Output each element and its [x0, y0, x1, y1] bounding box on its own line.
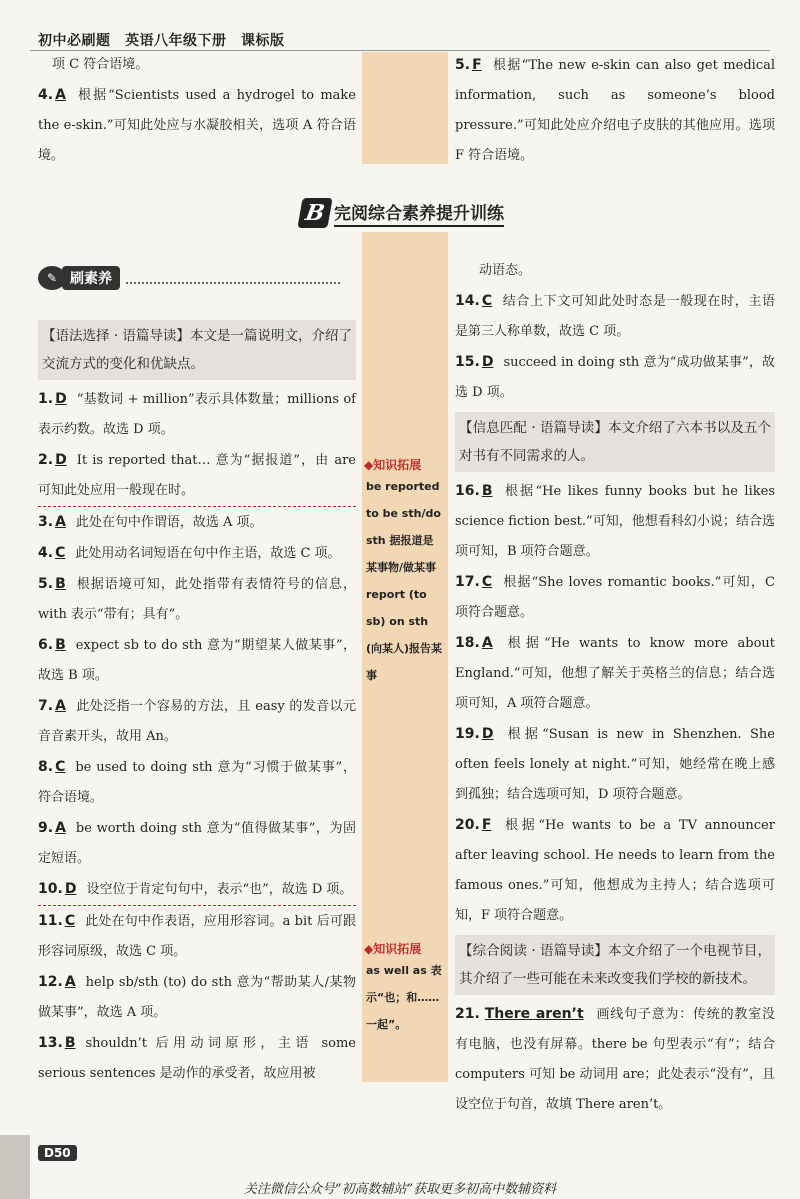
list-item: 5. F 根据“The new e-skin can also get medical information, such as someone’s blood pressure.”可知此处应介绍电子皮肤的其他应用。选项 F 符合语境。 — [455, 57, 775, 163]
list-item: 10. D 设空位于肯定句句中，表示“也”，故选 D 项。 — [38, 874, 356, 906]
answer: D — [481, 726, 494, 742]
list-item: 18. A 根据“He wants to know more about England.”可知，他想了解关于英格兰的信息；结合选项可知，A 项符合题意。 — [455, 635, 775, 711]
answer: C — [64, 913, 76, 929]
note-1 — [362, 454, 448, 689]
answer: D — [481, 354, 494, 370]
list-item: 项 C 符合语境。 — [52, 57, 149, 72]
list-item: 12. A help sb/sth (to) do sth 意为“帮助某人/某物做某事”，故选 A 项。 — [38, 974, 356, 1020]
answer: A — [481, 635, 493, 651]
note-1-body: be reported to be sth/do sth 据报道是某事物/做某事 report (to sb) on sth (向某人)报告某事 — [366, 480, 443, 682]
list-item: 19. D 根据“Susan is new in Shenzhen. She often feels lonely at night.”可知，她经常在晚上感到孤独；结合选项可知，D 项符合题意。 — [455, 726, 775, 802]
list-item: 16. B 根据“He likes funny books but he likes science fiction best.”可知，他想看科幻小说；结合选项可知，B 项符合题意。 — [455, 483, 775, 559]
answer: F — [481, 817, 492, 833]
answer: D — [55, 391, 67, 407]
list-item: 20. F 根据“He wants to be a TV announcer after leaving school. He needs to learn from the famous ones.”可知，他想成为主持人；结合选项可知，F 项符合题意。 — [455, 817, 775, 923]
section-badge: B — [297, 198, 332, 228]
section-title — [300, 198, 504, 228]
note-strip — [362, 232, 448, 1082]
brush-label — [38, 266, 340, 290]
answer: C — [55, 759, 66, 775]
list-item: 9. A be worth doing sth 意为“值得做某事”，为固定短语。 — [38, 820, 356, 866]
right-guide-1: 【信息匹配 · 语篇导读】本文介绍了六本书以及五个对书有不同需求的人。 — [455, 412, 775, 472]
list-item: 4. C 此处用动名词短语在句中作主语，故选 C 项。 — [38, 545, 341, 561]
left-guide: 【语法选择 · 语篇导读】本文是一篇说明文，介绍了交流方式的变化和优缺点。 — [38, 320, 356, 380]
answer: D — [64, 881, 77, 897]
list-item: 8. C be used to doing sth 意为“习惯于做某事”，符合语境。 — [38, 759, 356, 805]
answer: C — [55, 545, 66, 561]
list-item: 1. D “基数词 + million”表示具体数量；millions of 表示约数。故选 D 项。 — [38, 391, 356, 437]
brush-label-text: 刷素养 — [62, 266, 120, 290]
answer: A — [64, 974, 76, 990]
footer-text: 关注微信公众号“初高数辅站”获取更多初高中数辅资料 — [243, 1182, 557, 1197]
note-strip-top — [362, 52, 448, 164]
list-item: 15. D succeed in doing sth 意为“成功做某事”，故选 D 项。 — [455, 354, 775, 400]
dotted-line — [126, 272, 340, 284]
note-2-title: 知识拓展 — [373, 942, 422, 956]
list-item: 14. C 结合上下文可知此处时态是一般现在时，主语是第三人称单数，故选 C 项。 — [455, 293, 775, 339]
answer: A — [55, 514, 66, 530]
page-number: D50 — [38, 1145, 77, 1161]
list-item: 13. B shouldn’t 后用动词原形，主语 some serious sentences 是动作的承受者，故应用被 — [38, 1035, 356, 1081]
list-item: 3. A 此处在句中作谓语，故选 A 项。 — [38, 514, 263, 530]
list-item: 21. There aren’t 画线句子意为：传统的教室没有电脑，也没有屏幕。there be 句型表示“有”；结合 computers 可知 be 动词用 are；此处表示“没有”，且设空位于句首，故填 There aren’t。 — [455, 1006, 775, 1112]
right-guide-2: 【综合阅读 · 语篇导读】本文介绍了一个电视节目，其介绍了一些可能在未来改变我们学校的新技术。 — [455, 935, 775, 995]
answer: B — [55, 576, 66, 592]
top-right-block — [455, 50, 775, 171]
top-left-block — [38, 50, 356, 171]
answer: C — [481, 293, 493, 309]
answer: A — [55, 87, 66, 103]
note-2 — [362, 938, 448, 1038]
answer: C — [481, 574, 493, 590]
list-item: 17. C 根据“She loves romantic books.”可知，C 项符合题意。 — [455, 574, 775, 620]
list-item: 动语态。 — [479, 263, 532, 278]
answer: There aren’t — [484, 1006, 584, 1022]
answer: B — [55, 637, 66, 653]
answer: B — [64, 1035, 76, 1051]
list-item: 4. A 根据“Scientists used a hydrogel to make the e-skin.”可知此处应与水凝胶相关，选项 A 符合语境。 — [38, 87, 356, 163]
section-title-text: 完阅综合素养提升训练 — [334, 199, 504, 227]
note-2-body: as well as 表示“也；和……一起”。 — [366, 964, 442, 1031]
note-arrow-icon: ◆ — [364, 458, 374, 472]
list-item: 11. C 此处在句中作表语，应用形容词。a bit 后可跟形容词原级，故选 C 项。 — [38, 913, 356, 959]
list-item: 2. D It is reported that… 意为“据报道”，由 are 可知此处应用一般现在时。 — [38, 445, 356, 507]
note-arrow-icon: ◆ — [364, 942, 374, 956]
right-column — [455, 256, 775, 1120]
answer: A — [55, 698, 66, 714]
header-title: 初中必刷题 英语八年级下册 课标版 — [38, 33, 285, 49]
note-1-title: 知识拓展 — [373, 458, 422, 472]
list-item: 6. B expect sb to do sth 意为“期望某人做某事”，故选 B 项。 — [38, 637, 356, 683]
brush-icon: ✎ — [38, 266, 66, 290]
answer: A — [55, 820, 66, 836]
list-item: 7. A 此处泛指一个容易的方法，且 easy 的发音以元音音素开头，故用 An。 — [38, 698, 356, 744]
list-item: 5. B 根据语境可知，此处指带有表情符号的信息，with 表示“带有；具有”。 — [38, 576, 356, 622]
answer: F — [472, 57, 482, 73]
answer: B — [481, 483, 493, 499]
answer: D — [55, 452, 67, 468]
left-column — [38, 316, 356, 1089]
